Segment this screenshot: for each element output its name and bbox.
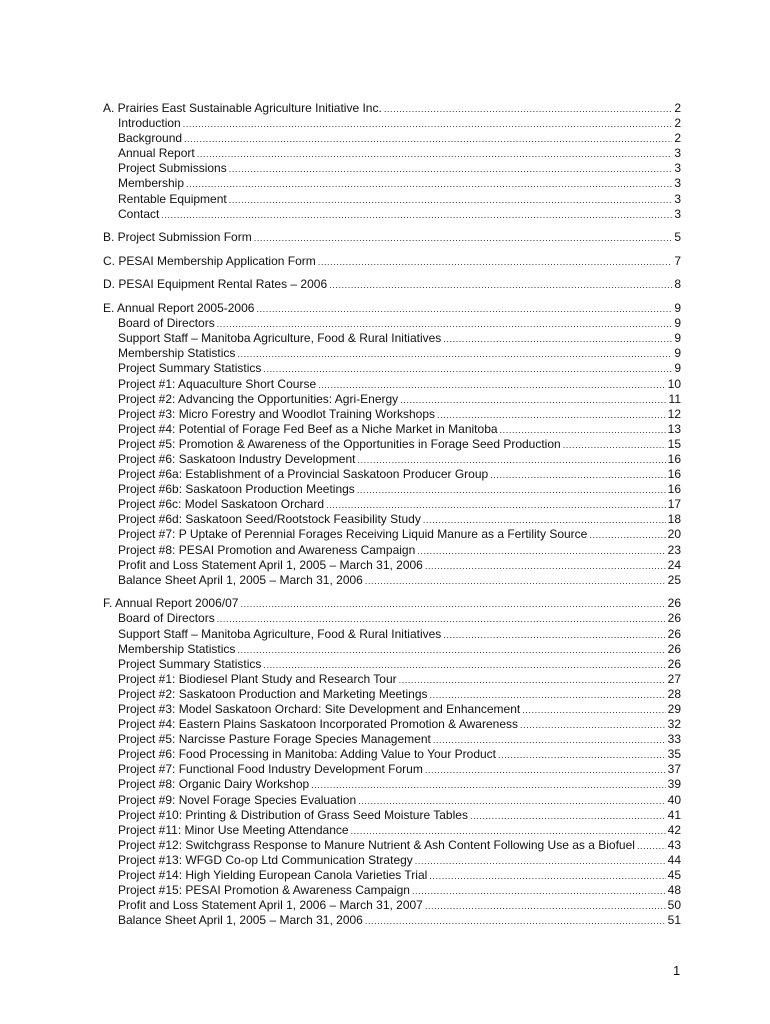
toc-entry-page: 2 bbox=[674, 131, 681, 146]
toc-entry-title: Board of Directors bbox=[118, 316, 215, 331]
dot-leader bbox=[254, 231, 673, 246]
toc-entry[interactable] bbox=[103, 192, 681, 207]
toc-entry-title: Project #6d: Saskatoon Seed/Rootstock Feasibility Study bbox=[118, 512, 421, 527]
toc-entry[interactable] bbox=[103, 543, 681, 558]
toc-entry[interactable] bbox=[103, 422, 681, 437]
toc-entry[interactable] bbox=[103, 913, 681, 928]
toc-entry-title: Project #14: High Yielding European Canola Varieties Trial bbox=[118, 868, 428, 882]
toc-entry-title: Membership Statistics bbox=[118, 641, 236, 656]
toc-entry[interactable] bbox=[103, 116, 681, 131]
dot-leader bbox=[229, 162, 673, 177]
dot-leader bbox=[240, 597, 665, 612]
toc-entry[interactable] bbox=[103, 558, 681, 573]
toc-entry[interactable] bbox=[103, 361, 681, 376]
toc-entry-title: Project #7: P Uptake of Perennial Forages Receiving Liquid Manure as a Fertility Source bbox=[118, 527, 588, 542]
toc-entry-page: 26 bbox=[667, 596, 681, 611]
toc-entry-title: Membership bbox=[118, 176, 185, 191]
toc-entry-page: 26 bbox=[667, 611, 681, 626]
toc-entry-page: 27 bbox=[667, 671, 681, 686]
toc-entry[interactable] bbox=[103, 497, 681, 512]
toc-entry-page: 35 bbox=[667, 747, 681, 762]
toc-entry-page: 3 bbox=[674, 176, 681, 191]
toc-entry[interactable] bbox=[103, 823, 681, 838]
toc-entry-title: Project #12: Switchgrass Response to Manure Nutrient & Ash Content Following Use as a Biofuel bbox=[118, 837, 635, 852]
toc-entry-page: 9 bbox=[674, 361, 681, 376]
toc-entry[interactable] bbox=[103, 657, 681, 672]
toc-entry[interactable] bbox=[103, 717, 681, 732]
toc-entry-page: 24 bbox=[667, 557, 681, 572]
toc-entry[interactable] bbox=[103, 377, 681, 392]
toc-section-heading[interactable] bbox=[103, 254, 681, 269]
toc-entry-page: 42 bbox=[667, 822, 681, 837]
toc-entry-title: Project #5: Promotion & Awareness of the Opportunities in Forage Seed Production bbox=[118, 436, 561, 451]
toc-entry-page: 28 bbox=[667, 686, 681, 701]
toc-entry-title: Project #15: PESAI Promotion & Awareness Campaign bbox=[118, 883, 410, 898]
dot-leader bbox=[425, 559, 666, 574]
toc-section bbox=[103, 277, 681, 292]
dot-leader bbox=[400, 393, 666, 408]
toc-section-heading[interactable] bbox=[103, 230, 681, 245]
toc-entry-title: Project #1: Aquaculture Short Course bbox=[118, 376, 317, 391]
toc-entry-page: 11 bbox=[668, 391, 681, 406]
dot-leader bbox=[433, 733, 666, 748]
toc-entry-page: 26 bbox=[667, 641, 681, 656]
toc-entry-title: Project #11: Minor Use Meeting Attendance bbox=[118, 822, 349, 837]
toc-section-heading[interactable] bbox=[103, 277, 681, 292]
toc-section bbox=[103, 301, 681, 588]
toc-entry-page: 3 bbox=[674, 161, 681, 176]
dot-leader bbox=[217, 317, 673, 332]
toc-entry-page: 16 bbox=[667, 451, 681, 466]
toc-entry-title: Contact bbox=[118, 206, 160, 221]
toc-entry[interactable] bbox=[103, 687, 681, 702]
toc-entry-page: 3 bbox=[674, 206, 681, 221]
dot-leader bbox=[437, 408, 666, 423]
dot-leader bbox=[237, 643, 665, 658]
toc-section bbox=[103, 101, 681, 222]
dot-leader bbox=[563, 438, 666, 453]
dot-leader bbox=[443, 628, 665, 643]
dot-leader bbox=[351, 824, 666, 839]
toc-entry-page: 32 bbox=[667, 717, 681, 732]
dot-leader bbox=[197, 147, 673, 162]
toc-entry[interactable] bbox=[103, 672, 681, 687]
toc-entry-title: Project #6a: Establishment of a Provincial Saskatoon Producer Group bbox=[118, 467, 489, 482]
dot-leader bbox=[237, 347, 672, 362]
toc-entry-title: Profit and Loss Statement April 1, 2006 – March 31, 2007 bbox=[118, 898, 423, 913]
dot-leader bbox=[417, 544, 665, 559]
toc-entry-title: Board of Directors bbox=[118, 611, 215, 626]
toc-section-heading[interactable] bbox=[103, 101, 681, 116]
dot-leader bbox=[365, 914, 666, 929]
toc-entry[interactable] bbox=[103, 392, 681, 407]
toc-entry-page: 23 bbox=[667, 542, 681, 557]
toc-section bbox=[103, 254, 681, 269]
toc-entry-page: 40 bbox=[667, 792, 681, 807]
toc-entry-title: Membership Statistics bbox=[118, 346, 236, 361]
dot-leader bbox=[470, 809, 666, 824]
toc-entry-page: 2 bbox=[674, 116, 681, 131]
dot-leader bbox=[520, 718, 666, 733]
toc-entry[interactable] bbox=[103, 838, 681, 853]
toc-entry-page: 33 bbox=[667, 732, 681, 747]
toc-entry[interactable] bbox=[103, 161, 681, 176]
toc-entry[interactable] bbox=[103, 131, 681, 146]
dot-leader bbox=[415, 854, 666, 869]
toc-entry-title: Project #6c: Model Saskatoon Orchard bbox=[118, 497, 325, 512]
toc-entry-title: D. PESAI Equipment Rental Rates – 2006 bbox=[103, 277, 328, 292]
toc-entry-page: 20 bbox=[667, 527, 681, 542]
dot-leader bbox=[318, 378, 666, 393]
toc-section bbox=[103, 230, 681, 245]
toc-entry-title: Project #9: Novel Forage Species Evaluation bbox=[118, 792, 357, 807]
toc-section-heading[interactable] bbox=[103, 301, 681, 316]
toc-entry-page: 16 bbox=[667, 467, 681, 482]
toc-entry-title: Project Summary Statistics bbox=[118, 361, 262, 376]
toc-entry-title: A. Prairies East Sustainable Agriculture Initiative Inc. bbox=[103, 101, 382, 115]
dot-leader bbox=[357, 453, 665, 468]
toc-entry-title: Background bbox=[118, 131, 183, 146]
toc-entry-page: 39 bbox=[667, 777, 681, 792]
toc-entry-page: 17 bbox=[667, 497, 681, 512]
toc-entry-page: 44 bbox=[667, 852, 681, 867]
toc-entry-title: Support Staff – Manitoba Agriculture, Food & Rural Initiatives bbox=[118, 626, 442, 641]
toc-entry[interactable] bbox=[103, 883, 681, 898]
toc-entry[interactable] bbox=[103, 407, 681, 422]
toc-entry-title: Project #8: PESAI Promotion and Awareness Campaign bbox=[118, 542, 416, 557]
dot-leader bbox=[183, 117, 673, 132]
dot-leader bbox=[425, 763, 666, 778]
toc-entry-page: 16 bbox=[667, 482, 681, 497]
toc-entry-page: 29 bbox=[667, 701, 681, 716]
toc-entry-page: 37 bbox=[667, 762, 681, 777]
toc-entry[interactable] bbox=[103, 207, 681, 222]
toc-entry-title: Project #2: Advancing the Opportunities: Agri-Energy bbox=[118, 391, 399, 406]
toc-entry-title: Rentable Equipment bbox=[118, 191, 227, 206]
toc-entry-page: 7 bbox=[674, 253, 681, 268]
dot-leader bbox=[490, 468, 665, 483]
dot-leader bbox=[429, 869, 665, 884]
toc-entry-title: Project #2: Saskatoon Production and Marketing Meetings bbox=[118, 686, 428, 701]
dot-leader bbox=[229, 193, 673, 208]
toc-entry[interactable] bbox=[103, 146, 681, 161]
dot-leader bbox=[522, 703, 665, 718]
toc-entry-title: Project #6b: Saskatoon Production Meetings bbox=[118, 482, 355, 497]
toc-section bbox=[103, 596, 681, 928]
toc-entry-page: 26 bbox=[667, 626, 681, 641]
toc-entry-page: 10 bbox=[667, 376, 681, 391]
toc-entry-title: Project #4: Potential of Forage Fed Beef as a Niche Market in Manitoba bbox=[118, 421, 498, 436]
dot-leader bbox=[425, 899, 666, 914]
dot-leader bbox=[637, 839, 666, 854]
toc-entry[interactable] bbox=[103, 627, 681, 642]
toc-entry-page: 45 bbox=[667, 868, 681, 882]
toc-entry-title: Balance Sheet April 1, 2005 – March 31, 2006 bbox=[118, 913, 363, 928]
dot-leader bbox=[423, 513, 666, 528]
toc-entry-title: Project #1: Biodiesel Plant Study and Research Tour bbox=[118, 671, 397, 686]
toc-entry-page: 50 bbox=[667, 898, 681, 913]
toc-entry[interactable] bbox=[103, 573, 681, 588]
toc-entry-title: Project #13: WFGD Co-op Ltd Communication Strategy bbox=[118, 852, 413, 867]
toc-entry-title: B. Project Submission Form bbox=[103, 230, 252, 245]
toc-entry-page: 41 bbox=[667, 807, 681, 822]
toc-entry[interactable] bbox=[103, 467, 681, 482]
dot-leader bbox=[161, 208, 672, 223]
toc-entry[interactable] bbox=[103, 702, 681, 717]
toc-entry-page: 12 bbox=[667, 406, 681, 421]
dot-leader bbox=[498, 748, 666, 763]
dot-leader bbox=[318, 255, 673, 270]
toc-entry[interactable] bbox=[103, 793, 681, 808]
dot-leader bbox=[500, 423, 666, 438]
toc-entry-title: Support Staff – Manitoba Agriculture, Food & Rural Initiatives bbox=[118, 331, 442, 346]
toc-entry-title: Project #7: Functional Food Industry Development Forum bbox=[118, 762, 423, 777]
toc-entry-title: Project #6: Saskatoon Industry Development bbox=[118, 451, 356, 466]
toc-entry-title: Project Submissions bbox=[118, 161, 227, 176]
toc-entry-page: 25 bbox=[667, 572, 681, 587]
toc-entry-page: 18 bbox=[667, 512, 681, 527]
toc-entry[interactable] bbox=[103, 176, 681, 191]
toc-entry[interactable] bbox=[103, 642, 681, 657]
toc-entry[interactable] bbox=[103, 316, 681, 331]
dot-leader bbox=[358, 794, 666, 809]
toc-entry-page: 43 bbox=[667, 837, 681, 852]
toc-entry-page: 2 bbox=[674, 101, 681, 115]
toc-entry-page: 26 bbox=[667, 656, 681, 671]
toc-entry-title: Introduction bbox=[118, 116, 181, 131]
page-number: 1 bbox=[673, 963, 681, 978]
toc-entry-title: C. PESAI Membership Application Form bbox=[103, 253, 316, 268]
toc-entry-page: 9 bbox=[674, 331, 681, 346]
dot-leader bbox=[184, 132, 672, 147]
toc-entry-title: Profit and Loss Statement April 1, 2005 – March 31, 2006 bbox=[118, 557, 423, 572]
toc-entry-page: 9 bbox=[674, 316, 681, 331]
dot-leader bbox=[217, 612, 666, 627]
toc-entry-title: Project #10: Printing & Distribution of Grass Seed Moisture Tables bbox=[118, 807, 468, 822]
toc-entry-page: 9 bbox=[674, 346, 681, 361]
toc-entry-page: 15 bbox=[667, 436, 681, 451]
toc-entry-page: 3 bbox=[674, 146, 681, 161]
dot-leader bbox=[357, 483, 666, 498]
dot-leader bbox=[589, 528, 665, 543]
toc-entry[interactable] bbox=[103, 808, 681, 823]
toc-section-heading[interactable] bbox=[103, 596, 681, 611]
toc-entry-title: Project #3: Micro Forestry and Woodlot Training Workshops bbox=[118, 406, 436, 421]
dot-leader bbox=[329, 278, 672, 293]
toc-entry-title: Balance Sheet April 1, 2005 – March 31, 2006 bbox=[118, 572, 363, 587]
dot-leader bbox=[430, 688, 666, 703]
dot-leader bbox=[256, 302, 672, 317]
toc-entry[interactable] bbox=[103, 482, 681, 497]
toc-entry-page: 8 bbox=[674, 277, 681, 292]
toc-entry[interactable] bbox=[103, 747, 681, 762]
toc-entry-page: 3 bbox=[674, 191, 681, 206]
dot-leader bbox=[365, 574, 666, 589]
toc-entry-title: Project #5: Narcisse Pasture Forage Species Management bbox=[118, 732, 431, 747]
toc-entry[interactable] bbox=[103, 331, 681, 346]
toc-entry[interactable] bbox=[103, 527, 681, 542]
dot-leader bbox=[263, 658, 665, 673]
toc-entry[interactable] bbox=[103, 868, 681, 883]
dot-leader bbox=[186, 177, 672, 192]
toc-entry-title: Annual Report bbox=[118, 146, 195, 161]
toc-entry[interactable] bbox=[103, 777, 681, 792]
toc-entry[interactable] bbox=[103, 452, 681, 467]
dot-leader bbox=[443, 332, 672, 347]
toc-entry-title: Project #8: Organic Dairy Workshop bbox=[118, 777, 310, 792]
dot-leader bbox=[384, 102, 673, 117]
toc-entry[interactable] bbox=[103, 762, 681, 777]
toc-entry[interactable] bbox=[103, 853, 681, 868]
toc-entry-page: 5 bbox=[674, 230, 681, 245]
toc-entry-title: Project #6: Food Processing in Manitoba: Adding Value to Your Product bbox=[118, 747, 497, 762]
toc-entry-title: Project Summary Statistics bbox=[118, 656, 262, 671]
dot-leader bbox=[263, 362, 672, 377]
toc-entry-page: 9 bbox=[674, 301, 681, 316]
toc-entry-page: 13 bbox=[667, 421, 681, 436]
toc-entry[interactable] bbox=[103, 512, 681, 527]
toc-entry[interactable] bbox=[103, 611, 681, 626]
toc-entry-title: E. Annual Report 2005-2006 bbox=[103, 301, 255, 316]
toc-entry-page: 51 bbox=[667, 913, 681, 928]
toc-entry-title: F. Annual Report 2006/07 bbox=[103, 596, 239, 611]
toc-entry-title: Project #4: Eastern Plains Saskatoon Incorporated Promotion & Awareness bbox=[118, 717, 519, 732]
toc-entry-page: 48 bbox=[667, 883, 681, 898]
toc-entry[interactable] bbox=[103, 346, 681, 361]
toc-entry[interactable] bbox=[103, 437, 681, 452]
dot-leader bbox=[412, 884, 666, 899]
table-of-contents bbox=[103, 101, 681, 928]
toc-entry[interactable] bbox=[103, 732, 681, 747]
dot-leader bbox=[311, 778, 665, 793]
toc-entry[interactable] bbox=[103, 898, 681, 913]
toc-entry-title: Project #3: Model Saskatoon Orchard: Site Development and Enhancement bbox=[118, 701, 521, 716]
dot-leader bbox=[399, 673, 666, 688]
dot-leader bbox=[326, 498, 666, 513]
